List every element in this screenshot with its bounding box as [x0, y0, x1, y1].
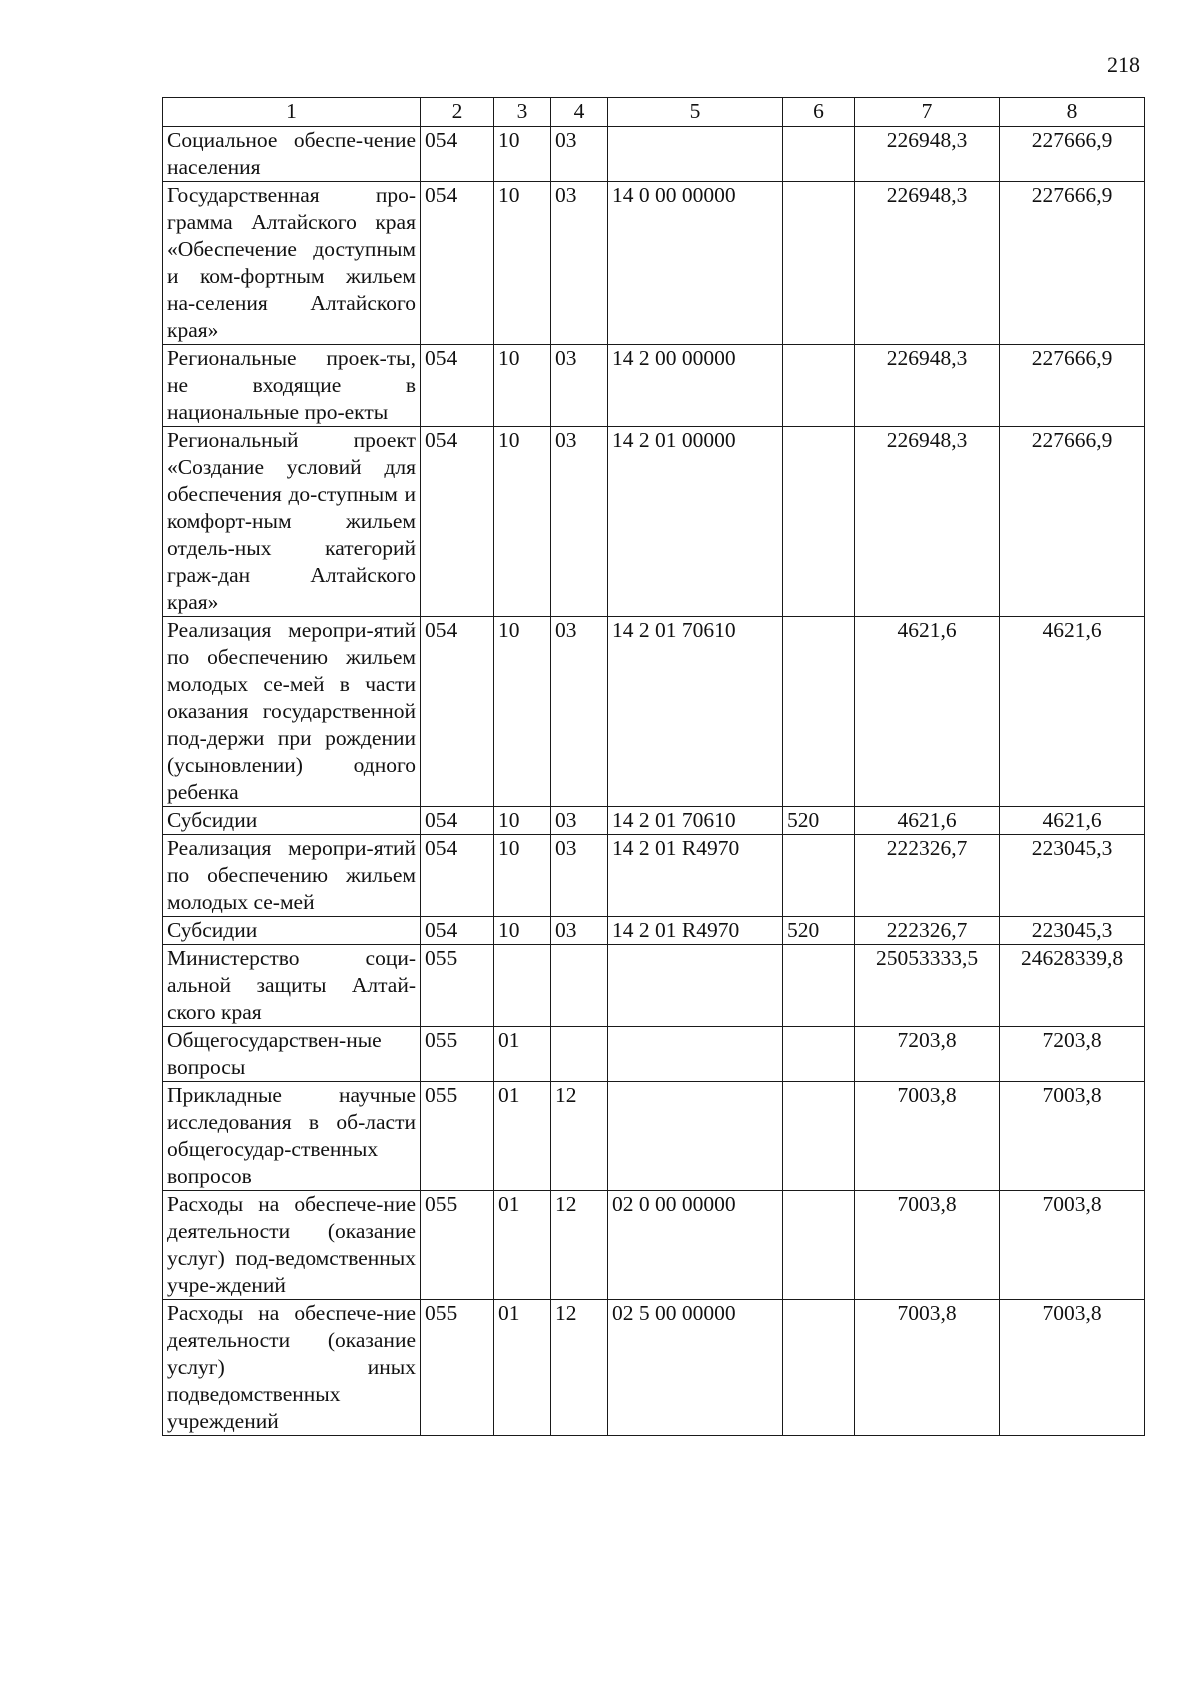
cell-amount-year-1: 7203,8 [855, 1027, 1000, 1082]
cell-subsection-code: 12 [551, 1082, 608, 1191]
cell-target-article [608, 1082, 783, 1191]
cell-ministry-code: 055 [421, 1191, 494, 1300]
cell-ministry-code: 054 [421, 127, 494, 182]
cell-amount-year-2: 227666,9 [1000, 127, 1145, 182]
cell-subsection-code: 03 [551, 427, 608, 617]
cell-amount-year-2: 227666,9 [1000, 427, 1145, 617]
cell-expense-type [783, 182, 855, 345]
table-row [163, 835, 1145, 917]
cell-expense-type [783, 617, 855, 807]
cell-ministry-code: 054 [421, 835, 494, 917]
cell-ministry-code: 054 [421, 427, 494, 617]
cell-subsection-code [551, 945, 608, 1027]
row-name: Субсидии [163, 807, 421, 835]
column-header: 3 [494, 98, 551, 127]
cell-ministry-code: 054 [421, 345, 494, 427]
row-name: Расходы на обеспече-ние деятельности (оказание услуг) под-ведомственных учре-ждений [163, 1191, 421, 1300]
cell-ministry-code: 054 [421, 917, 494, 945]
table-row [163, 1191, 1145, 1300]
table-row [163, 617, 1145, 807]
table-row [163, 807, 1145, 835]
cell-ministry-code: 055 [421, 945, 494, 1027]
cell-amount-year-2: 24628339,8 [1000, 945, 1145, 1027]
cell-amount-year-1: 226948,3 [855, 427, 1000, 617]
column-header: 5 [608, 98, 783, 127]
row-name: Региональные проек-ты, не входящие в национальные про-екты [163, 345, 421, 427]
page-number: 218 [1107, 52, 1140, 77]
table-body [163, 127, 1145, 1436]
cell-ministry-code: 055 [421, 1027, 494, 1082]
column-header: 1 [163, 98, 421, 127]
row-name: Общегосударствен-ные вопросы [163, 1027, 421, 1082]
cell-ministry-code: 054 [421, 617, 494, 807]
column-header: 4 [551, 98, 608, 127]
cell-target-article: 14 2 01 70610 [608, 807, 783, 835]
table-row [163, 182, 1145, 345]
row-name: Прикладные научные исследования в об-ласти общегосудар-ственных вопросов [163, 1082, 421, 1191]
row-name: Региональный проект «Создание условий для обеспечения до-ступным и комфорт-ным жильем отдель-ных категорий граж-дан Алтайского края» [163, 427, 421, 617]
cell-expense-type [783, 1300, 855, 1436]
cell-subsection-code: 03 [551, 835, 608, 917]
cell-target-article [608, 127, 783, 182]
cell-section-code: 10 [494, 182, 551, 345]
table-row [163, 127, 1145, 182]
cell-target-article [608, 1027, 783, 1082]
cell-expense-type: 520 [783, 917, 855, 945]
cell-amount-year-1: 222326,7 [855, 917, 1000, 945]
cell-subsection-code: 03 [551, 917, 608, 945]
cell-amount-year-2: 227666,9 [1000, 182, 1145, 345]
cell-ministry-code: 054 [421, 807, 494, 835]
table-row [163, 345, 1145, 427]
budget-table [162, 97, 1145, 1436]
cell-amount-year-2: 4621,6 [1000, 617, 1145, 807]
table-row [163, 427, 1145, 617]
cell-target-article: 02 0 00 00000 [608, 1191, 783, 1300]
cell-expense-type [783, 1027, 855, 1082]
cell-amount-year-1: 226948,3 [855, 127, 1000, 182]
cell-ministry-code: 054 [421, 182, 494, 345]
cell-expense-type [783, 127, 855, 182]
cell-amount-year-2: 7003,8 [1000, 1082, 1145, 1191]
cell-amount-year-1: 7003,8 [855, 1300, 1000, 1436]
cell-amount-year-1: 226948,3 [855, 182, 1000, 345]
row-name: Министерство соци-альной защиты Алтай-ского края [163, 945, 421, 1027]
cell-section-code: 10 [494, 617, 551, 807]
cell-expense-type: 520 [783, 807, 855, 835]
cell-ministry-code: 055 [421, 1300, 494, 1436]
column-header: 6 [783, 98, 855, 127]
cell-expense-type [783, 345, 855, 427]
row-name: Реализация меропри-ятий по обеспечению жильем молодых се-мей [163, 835, 421, 917]
cell-amount-year-2: 7003,8 [1000, 1300, 1145, 1436]
cell-section-code [494, 945, 551, 1027]
cell-amount-year-1: 4621,6 [855, 807, 1000, 835]
column-header: 7 [855, 98, 1000, 127]
cell-subsection-code: 12 [551, 1191, 608, 1300]
cell-expense-type [783, 835, 855, 917]
cell-expense-type [783, 945, 855, 1027]
cell-target-article: 14 0 00 00000 [608, 182, 783, 345]
cell-section-code: 01 [494, 1300, 551, 1436]
cell-section-code: 01 [494, 1027, 551, 1082]
cell-section-code: 01 [494, 1082, 551, 1191]
row-name: Государственная про-грамма Алтайского края «Обеспечение доступным и ком-фортным жильем на-селения Алтайского края» [163, 182, 421, 345]
cell-section-code: 01 [494, 1191, 551, 1300]
cell-subsection-code: 03 [551, 182, 608, 345]
cell-amount-year-1: 222326,7 [855, 835, 1000, 917]
cell-amount-year-1: 7003,8 [855, 1082, 1000, 1191]
cell-target-article: 14 2 01 00000 [608, 427, 783, 617]
column-header: 8 [1000, 98, 1145, 127]
table-header [163, 98, 1145, 127]
cell-target-article: 02 5 00 00000 [608, 1300, 783, 1436]
cell-section-code: 10 [494, 807, 551, 835]
cell-section-code: 10 [494, 427, 551, 617]
row-name: Реализация меропри-ятий по обеспечению жильем молодых се-мей в части оказания государственной под-держи при рождении (усыновлении) одного ребенка [163, 617, 421, 807]
cell-expense-type [783, 427, 855, 617]
cell-target-article: 14 2 00 00000 [608, 345, 783, 427]
cell-ministry-code: 055 [421, 1082, 494, 1191]
cell-expense-type [783, 1191, 855, 1300]
column-header: 2 [421, 98, 494, 127]
cell-amount-year-1: 4621,6 [855, 617, 1000, 807]
cell-target-article: 14 2 01 R4970 [608, 835, 783, 917]
table-row [163, 1300, 1145, 1436]
cell-target-article: 14 2 01 70610 [608, 617, 783, 807]
table-row [163, 945, 1145, 1027]
cell-subsection-code: 03 [551, 127, 608, 182]
cell-subsection-code: 03 [551, 807, 608, 835]
cell-section-code: 10 [494, 345, 551, 427]
cell-amount-year-2: 4621,6 [1000, 807, 1145, 835]
row-name: Субсидии [163, 917, 421, 945]
cell-amount-year-2: 227666,9 [1000, 345, 1145, 427]
header-row [163, 98, 1145, 127]
cell-target-article: 14 2 01 R4970 [608, 917, 783, 945]
cell-amount-year-2: 223045,3 [1000, 917, 1145, 945]
cell-section-code: 10 [494, 835, 551, 917]
cell-target-article [608, 945, 783, 1027]
cell-subsection-code [551, 1027, 608, 1082]
table-row [163, 917, 1145, 945]
cell-amount-year-2: 7203,8 [1000, 1027, 1145, 1082]
cell-expense-type [783, 1082, 855, 1191]
row-name: Расходы на обеспече-ние деятельности (оказание услуг) иных подведомственных учреждений [163, 1300, 421, 1436]
cell-section-code: 10 [494, 917, 551, 945]
cell-subsection-code: 12 [551, 1300, 608, 1436]
cell-amount-year-1: 7003,8 [855, 1191, 1000, 1300]
row-name: Социальное обеспе-чение населения [163, 127, 421, 182]
table-row [163, 1082, 1145, 1191]
cell-amount-year-1: 25053333,5 [855, 945, 1000, 1027]
table-row [163, 1027, 1145, 1082]
cell-subsection-code: 03 [551, 345, 608, 427]
cell-amount-year-2: 223045,3 [1000, 835, 1145, 917]
cell-amount-year-1: 226948,3 [855, 345, 1000, 427]
cell-subsection-code: 03 [551, 617, 608, 807]
cell-amount-year-2: 7003,8 [1000, 1191, 1145, 1300]
cell-section-code: 10 [494, 127, 551, 182]
